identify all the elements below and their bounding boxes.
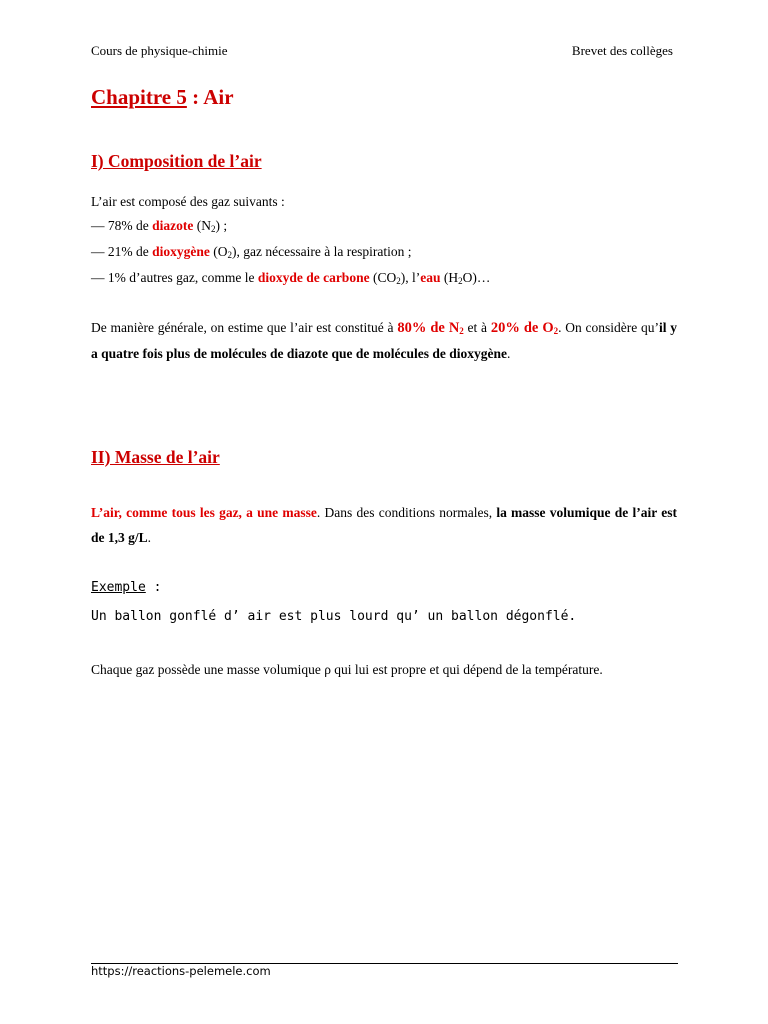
formula-close: ), l’ <box>400 270 421 285</box>
red-statement: L’air, comme tous les gaz, a une masse <box>91 505 317 520</box>
header-course: Cours de physique-chimie <box>91 43 228 58</box>
gas-name-2: eau <box>420 270 441 285</box>
subscript: 2 <box>227 250 233 260</box>
formula-open: (CO <box>369 270 397 285</box>
example-colon: : <box>145 580 162 595</box>
composition-paragraph <box>91 315 677 366</box>
list-item-dioxygene <box>91 244 412 260</box>
text: . Dans des conditions normales, <box>316 505 497 520</box>
o2-percentage <box>491 320 558 336</box>
n2-subscript: 2 <box>459 326 464 336</box>
footer-url: https://reactions-pelemele.com <box>91 964 271 978</box>
gas-name: diazote <box>152 218 194 233</box>
formula-open: (O <box>209 244 228 259</box>
gas-name: dioxygène <box>152 244 210 259</box>
formula-open-2: (H <box>440 270 459 285</box>
header-level: Brevet des collèges <box>571 43 673 58</box>
o2-text: 20% de O <box>490 320 554 336</box>
chapter-number: Chapitre 5 <box>91 85 187 109</box>
o2-subscript: 2 <box>553 326 559 336</box>
list-item-autres-gaz <box>91 270 490 286</box>
n2-text: 80% de N <box>397 320 460 336</box>
n2-percentage <box>397 320 463 336</box>
formula-close-2: O)… <box>462 270 491 285</box>
subscript-2: 2 <box>458 276 463 286</box>
section-2-title: II) Masse de l’air <box>91 447 220 467</box>
text: . <box>507 346 511 361</box>
list-item-diazote <box>91 218 227 234</box>
masse-paragraph <box>91 500 677 550</box>
formula-close: ) ; <box>215 218 228 233</box>
example-text: Un ballon gonflé d’ air est plus lourd qu’ un ballon dégonflé. <box>91 609 577 624</box>
item-prefix: — 21% de <box>91 244 153 259</box>
text: . <box>147 530 152 545</box>
subscript: 2 <box>396 276 401 286</box>
example-label: Exemple <box>91 580 146 595</box>
chapter-title <box>91 85 234 110</box>
composition-intro: L’air est composé des gaz suivants : <box>91 194 285 209</box>
bold-statement: il y a quatre fois plus de molécules de diazote que de molécules de dioxygène <box>91 320 677 361</box>
gas-name: dioxyde de carbone <box>257 270 370 285</box>
example-heading <box>91 580 161 595</box>
closing-sentence: Chaque gaz possède une masse volumique ρ qui lui est propre et qui dépend de la température. <box>91 662 603 677</box>
formula-open: (N <box>193 218 211 233</box>
section-1-title: I) Composition de l’air <box>91 151 262 171</box>
text: . On considère qu’ <box>558 320 659 335</box>
item-prefix: — 1% d’autres gaz, comme le <box>91 270 258 285</box>
text: et à <box>463 320 491 335</box>
bold-statement: la masse volumique de l’air est de 1,3 g/L <box>91 505 677 545</box>
item-prefix: — 78% de <box>91 218 153 233</box>
text: De manière générale, on estime que l’air est constitué à <box>91 320 398 335</box>
chapter-separator: : <box>186 85 204 109</box>
formula-close: ), gaz nécessaire à la respiration ; <box>232 244 412 259</box>
chapter-name: Air <box>203 85 234 109</box>
subscript: 2 <box>211 224 216 234</box>
